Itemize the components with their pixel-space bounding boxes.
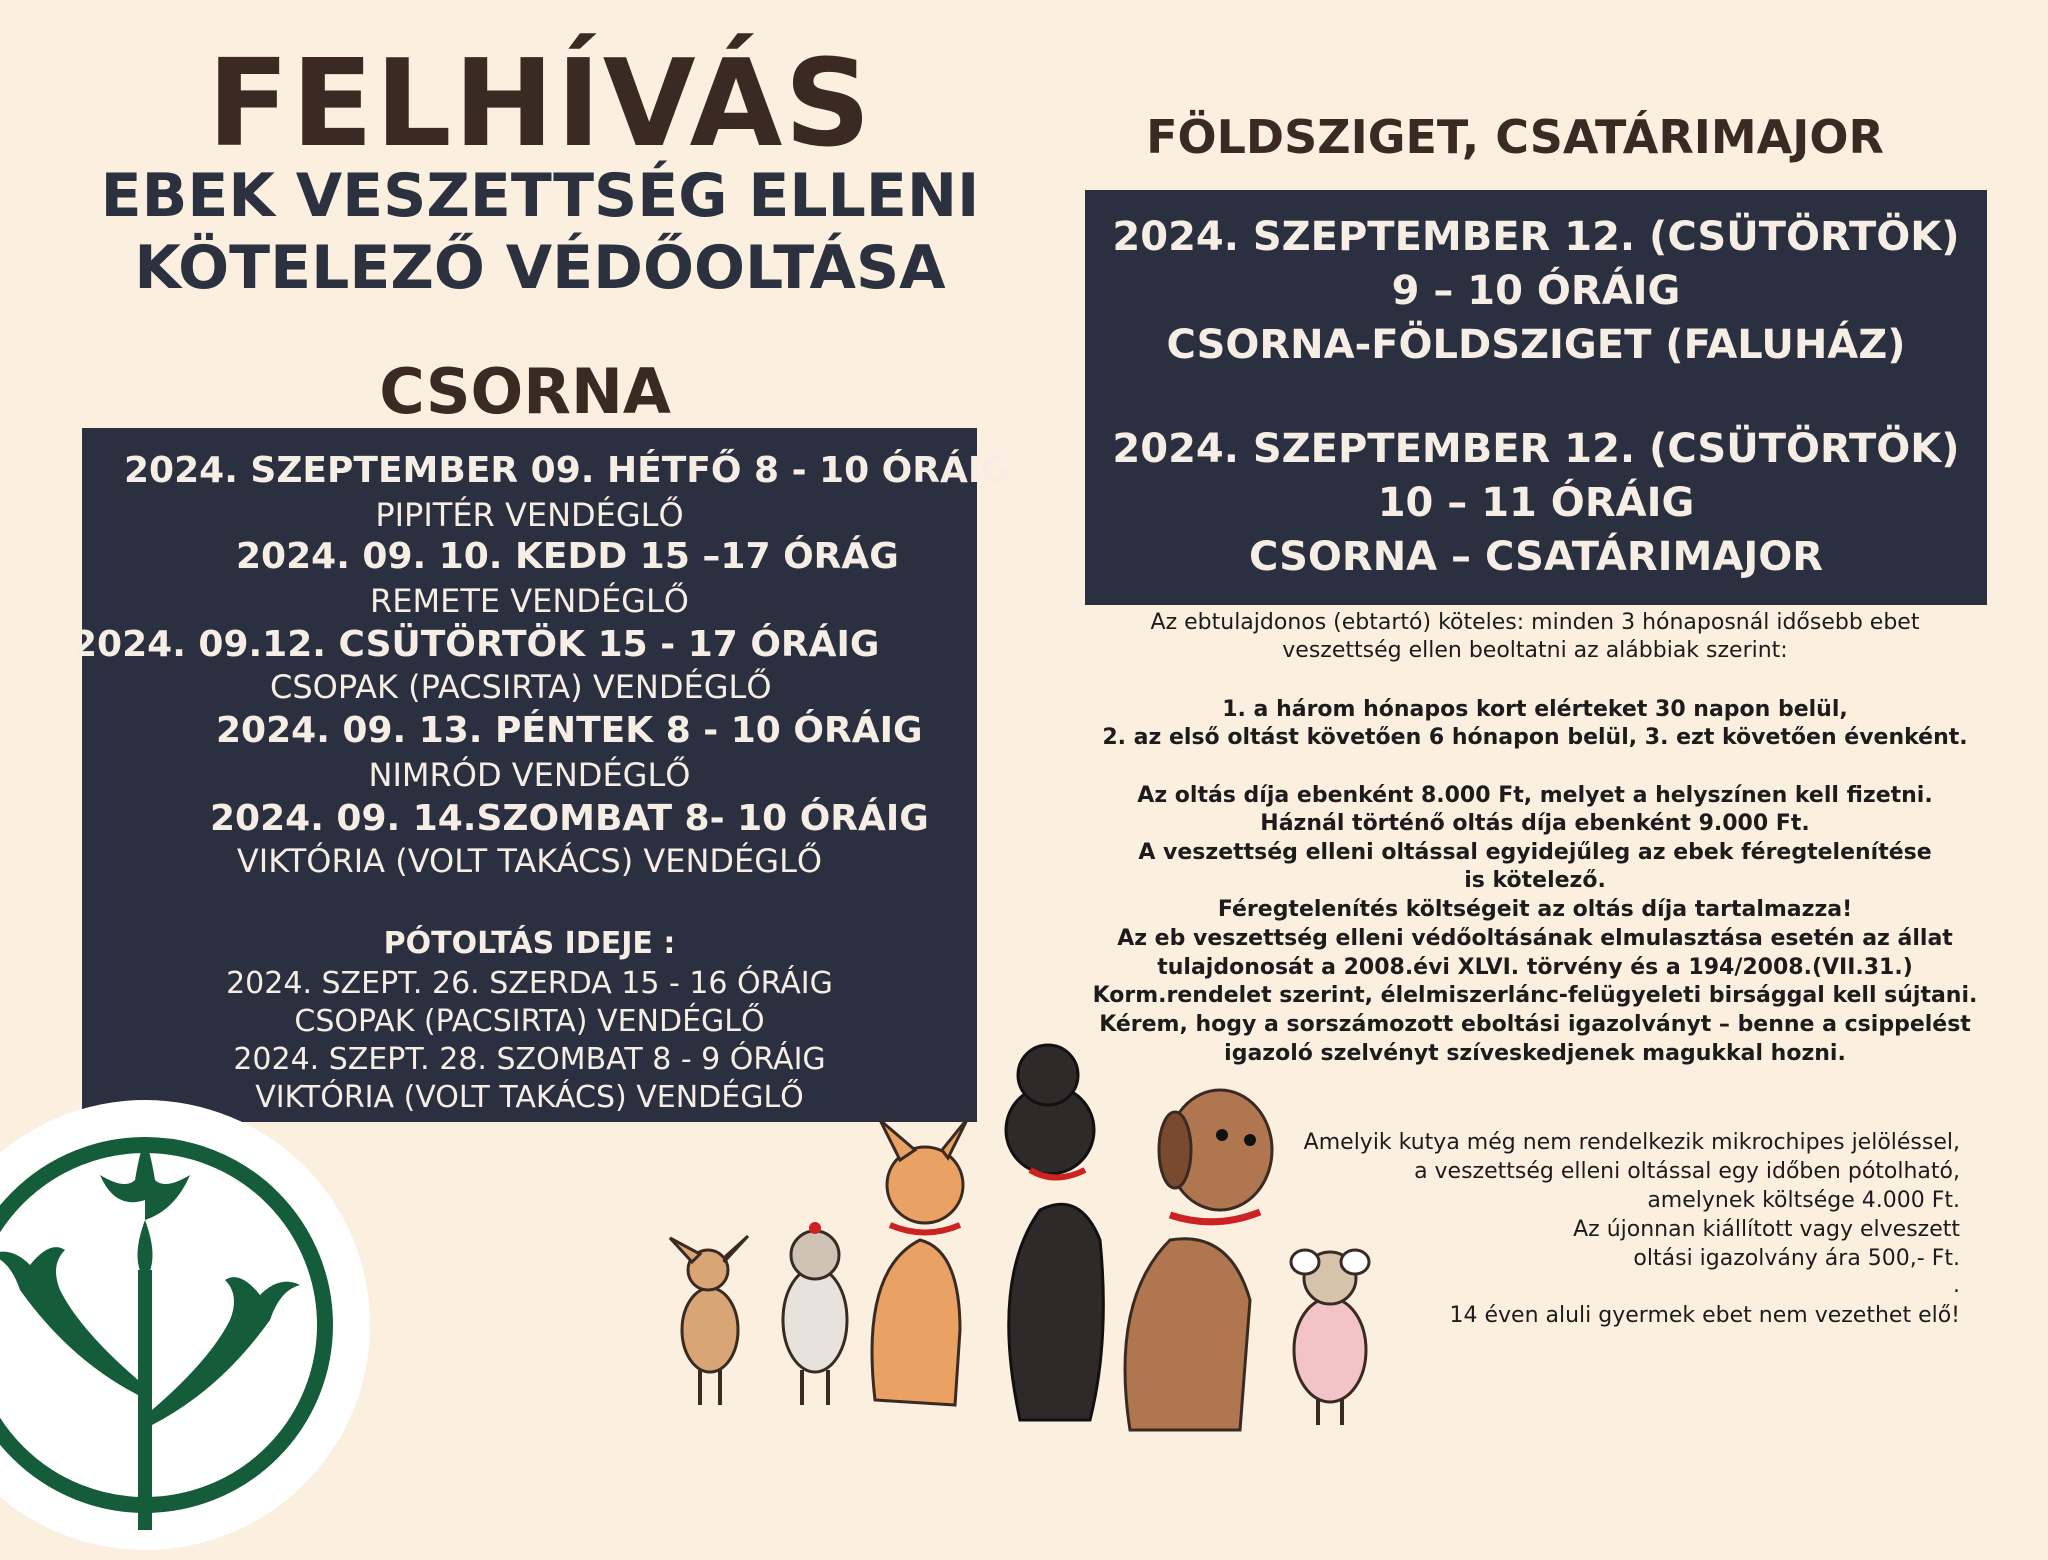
schedule-date-3: 2024. 09.12. CSÜTÖRTÖK 15 - 17 ÓRÁIG xyxy=(72,624,880,665)
info-line: Az oltás díja ebenként 8.000 Ft, melyet a helyszínen kell fizetni. xyxy=(1137,783,1933,808)
chip-line: a veszettség elleni oltással egy időben pótolható, xyxy=(1414,1159,1960,1184)
chip-line: . xyxy=(1953,1273,1960,1298)
schedule-date-5: 2024. 09. 14.SZOMBAT 8- 10 ÓRÁIG xyxy=(210,798,929,839)
page-title: FELHÍVÁS xyxy=(207,35,873,174)
schedule-venue-2: REMETE VENDÉGLŐ xyxy=(370,582,689,620)
info-line: 1. a három hónapos kort elérteket 30 napon belül, xyxy=(1222,697,1848,722)
dogs-illustration xyxy=(630,1000,1450,1468)
potoltas-date-2: 2024. SZEPT. 28. SZOMBAT 8 - 9 ÓRÁIG xyxy=(233,1042,826,1077)
subtitle-line-1: EBEK VESZETTSÉG ELLENI xyxy=(100,161,980,231)
chip-line: Amelyik kutya még nem rendelkezik mikrochipes jelöléssel, xyxy=(1303,1130,1960,1155)
foldsziget-time-1: 9 – 10 ÓRÁIG xyxy=(1391,268,1681,314)
potoltas-date-1: 2024. SZEPT. 26. SZERDA 15 - 16 ÓRÁIG xyxy=(226,966,833,1001)
foldsziget-time-2: 10 – 11 ÓRÁIG xyxy=(1377,480,1695,526)
potoltas-venue-1: CSOPAK (PACSIRTA) VENDÉGLŐ xyxy=(294,1004,765,1039)
dog-yorkie-icon xyxy=(783,1222,847,1405)
info-line: Féregtelenítés költségeit az oltás díja tartalmazza! xyxy=(1217,897,1853,922)
dog-orange-icon xyxy=(872,1118,968,1405)
info-line: 2. az első oltást követően 6 hónapon belül, 3. ezt követően évenként. xyxy=(1102,725,1968,750)
foldsziget-schedule-box xyxy=(1085,190,1987,605)
potoltas-venue-2: VIKTÓRIA (VOLT TAKÁCS) VENDÉGLŐ xyxy=(255,1080,804,1115)
chip-line: 14 éven aluli gyermek ebet nem vezethet elő! xyxy=(1449,1303,1960,1328)
dog-chihuahua-icon xyxy=(670,1236,748,1405)
schedule-date-2: 2024. 09. 10. KEDD 15 –17 ÓRÁG xyxy=(236,536,899,577)
schedule-venue-3: CSOPAK (PACSIRTA) VENDÉGLŐ xyxy=(270,668,772,706)
info-line: igazoló szelvényt szíveskedjenek magukkal hozni. xyxy=(1224,1041,1846,1066)
info-line: is kötelező. xyxy=(1464,868,1606,893)
schedule-venue-5: VIKTÓRIA (VOLT TAKÁCS) VENDÉGLŐ xyxy=(236,842,823,880)
info-line: Kérem, hogy a sorszámozott eboltási igazolványt – benne a csippelést xyxy=(1099,1012,1971,1037)
info-line: veszettség ellen beoltatni az alábbiak szerint: xyxy=(1282,638,1788,663)
schedule-venue-4: NIMRÓD VENDÉGLŐ xyxy=(368,756,691,794)
subtitle xyxy=(60,160,1020,304)
dog-pink-dress-icon xyxy=(1291,1250,1369,1425)
info-line: Az ebtulajdonos (ebtartó) köteles: minden 3 hónaposnál idősebb ebet xyxy=(1150,610,1920,635)
foldsziget-date-2: 2024. SZEPTEMBER 12. (CSÜTÖRTÖK) xyxy=(1112,426,1960,472)
info-line: Az eb veszettség elleni védőoltásának elmulasztása esetén az állat xyxy=(1117,926,1953,951)
chip-line: amelynek költsége 4.000 Ft. xyxy=(1647,1188,1960,1213)
potoltas-title: PÓTOLTÁS IDEJE : xyxy=(383,926,676,961)
subtitle-line-2: KÖTELEZŐ VÉDŐOLTÁSA xyxy=(134,233,946,303)
foldsziget-heading: FÖLDSZIGET, CSATÁRIMAJOR xyxy=(1146,110,1884,164)
foldsziget-venue-1: CSORNA-FÖLDSZIGET (FALUHÁZ) xyxy=(1166,322,1906,368)
info-line: Háznál történő oltás díja ebenként 9.000 Ft. xyxy=(1260,811,1810,836)
schedule-date-4: 2024. 09. 13. PÉNTEK 8 - 10 ÓRÁIG xyxy=(216,710,923,751)
info-line: A veszettség elleni oltással egyidejűleg az ebek féregtelenítése xyxy=(1138,840,1932,865)
info-line: tulajdonosát a 2008.évi XLVI. törvény és a 194/2008.(VII.31.) xyxy=(1157,955,1913,980)
foldsziget-venue-2: CSORNA – CSATÁRIMAJOR xyxy=(1248,534,1824,580)
dog-brown-icon xyxy=(1125,1090,1272,1430)
dog-poodle-icon xyxy=(1006,1045,1103,1420)
chip-line: Az újonnan kiállított vagy elveszett xyxy=(1573,1217,1960,1242)
schedule-date-1: 2024. SZEPTEMBER 09. HÉTFŐ 8 - 10 ÓRÁIG xyxy=(124,450,1011,491)
info-line: Korm.rendelet szerint, élelmiszerlánc-felügyeleti birsággal kell sújtani. xyxy=(1092,983,1978,1008)
csorna-heading: CSORNA xyxy=(379,355,671,428)
foldsziget-date-1: 2024. SZEPTEMBER 12. (CSÜTÖRTÖK) xyxy=(1112,214,1960,260)
schedule-venue-1: PIPITÉR VENDÉGLŐ xyxy=(375,496,684,534)
chip-line: oltási igazolvány ára 500,- Ft. xyxy=(1633,1246,1960,1271)
lily-logo-icon xyxy=(0,1090,380,1560)
